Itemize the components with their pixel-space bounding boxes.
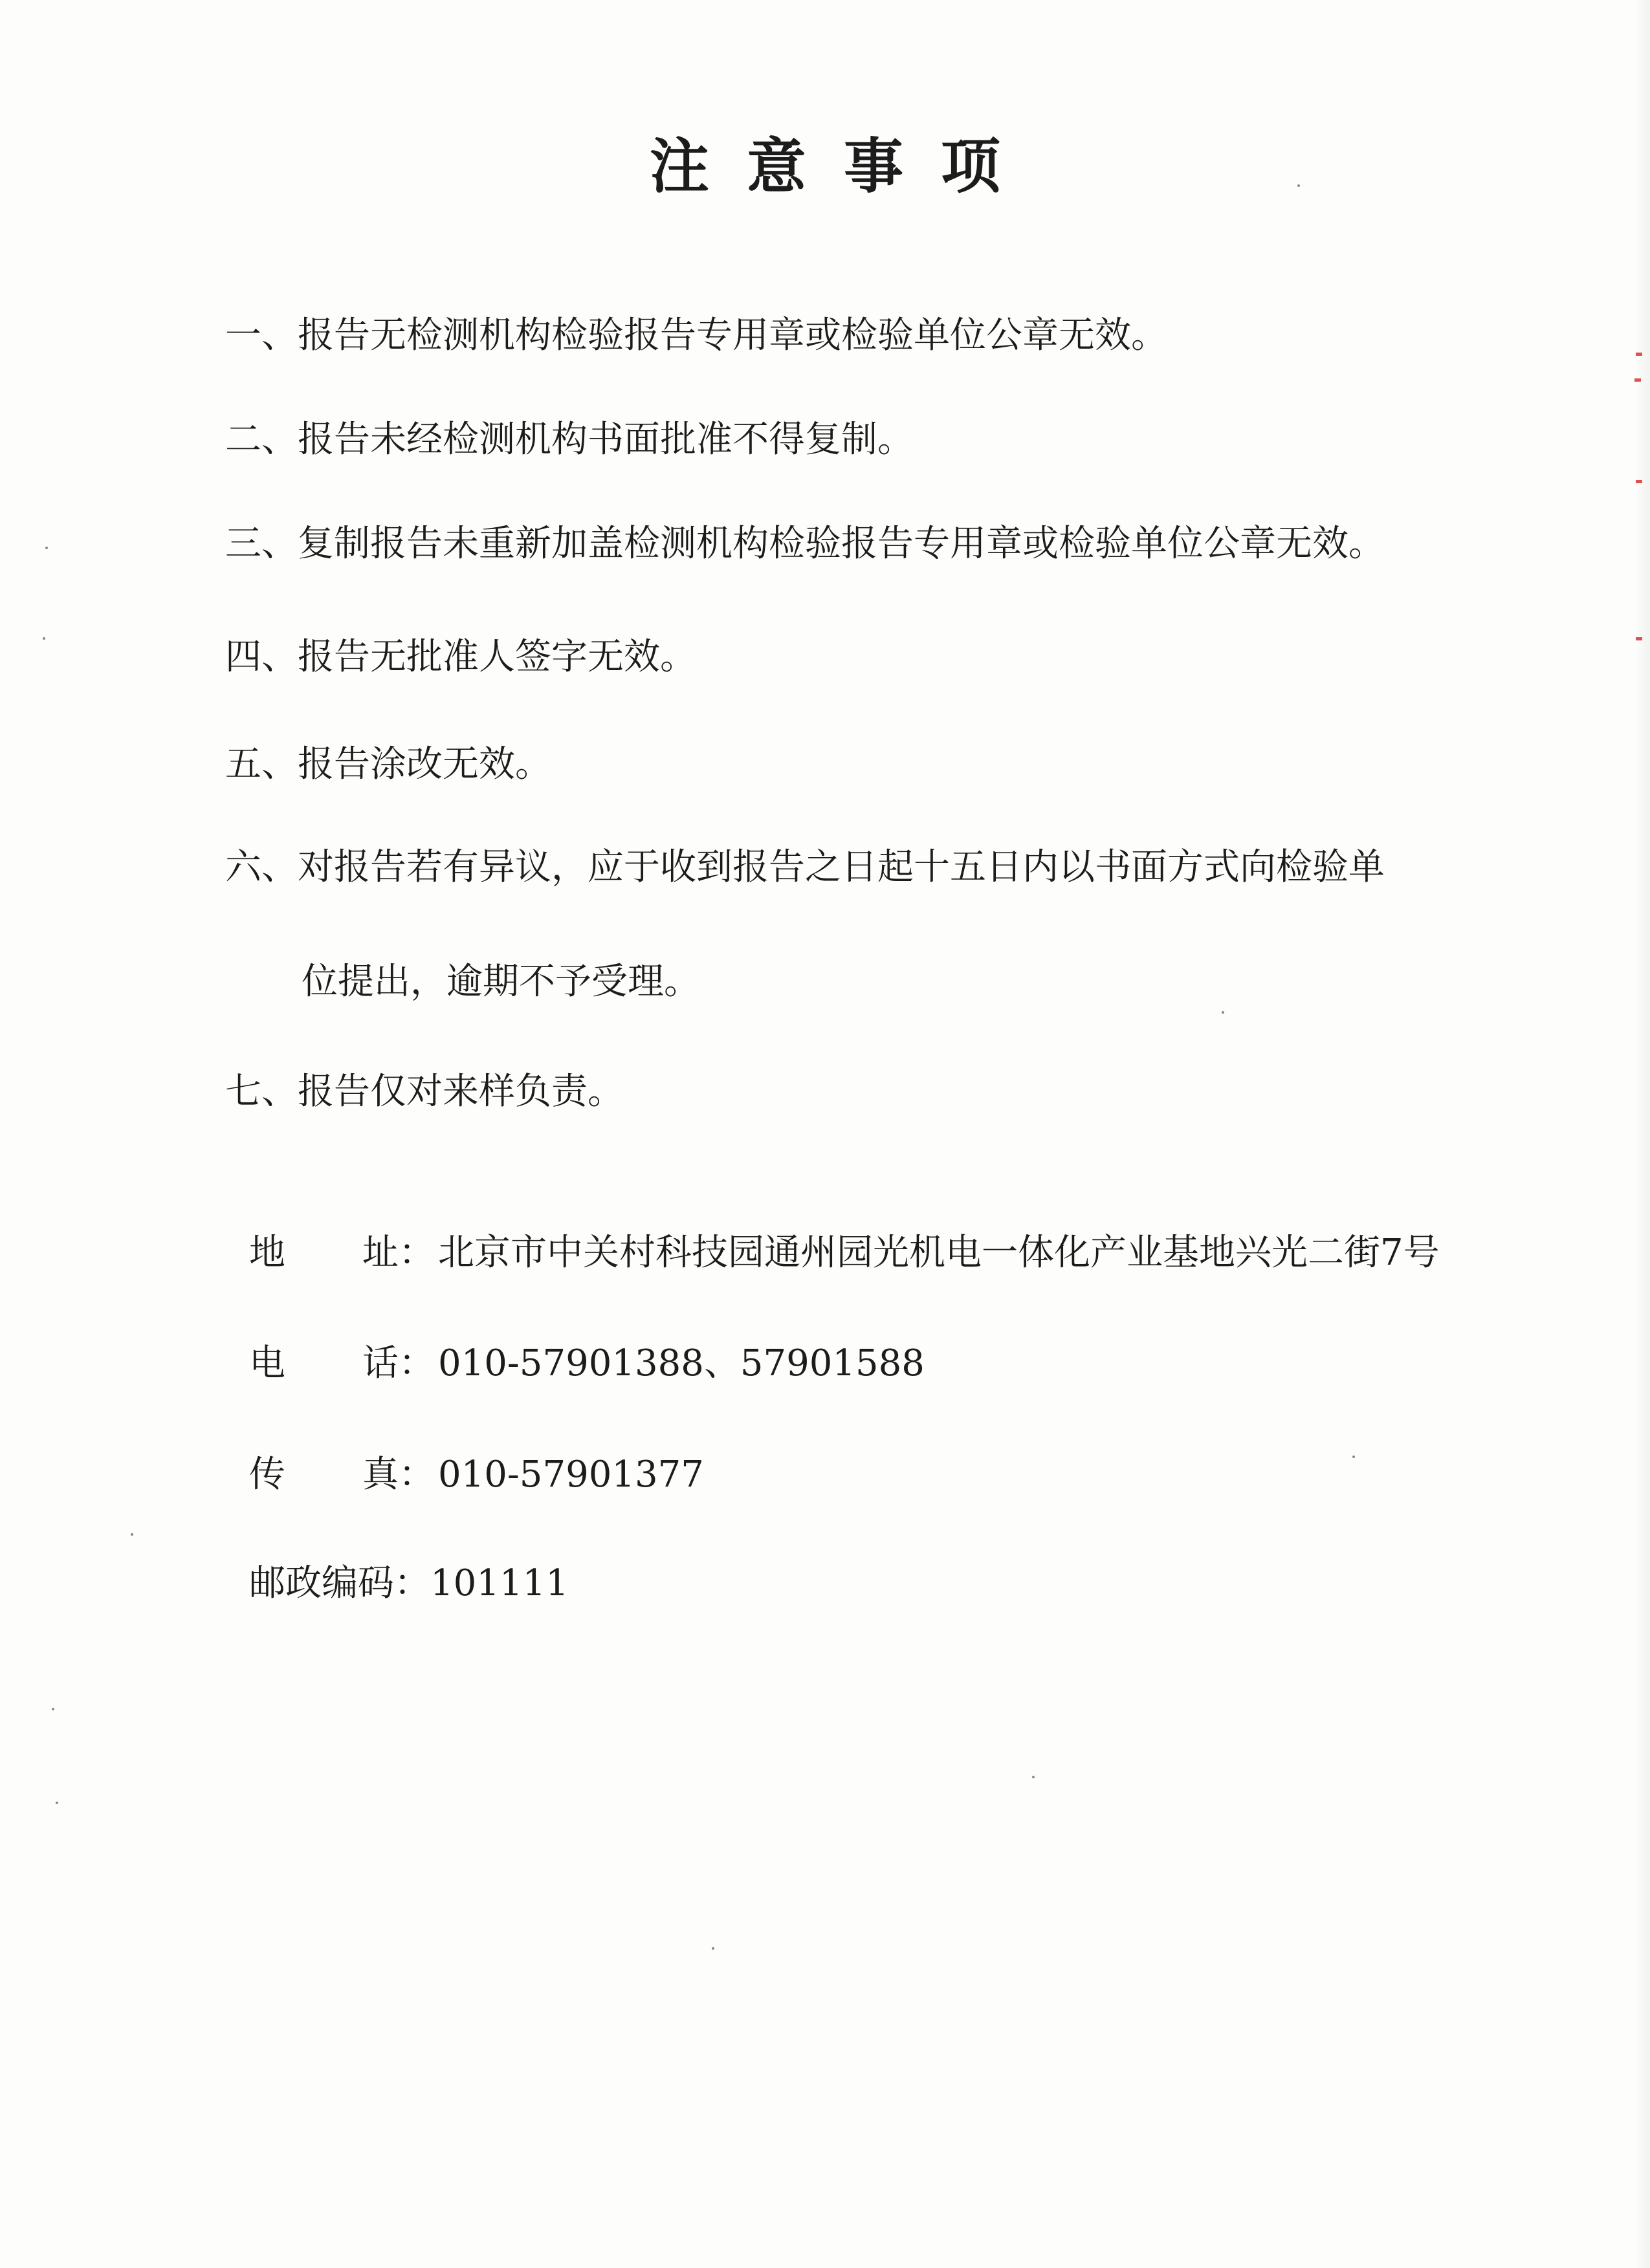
contact-address (249, 1232, 1440, 1274)
scan-speck (1032, 1776, 1035, 1778)
label-char: 地 (249, 1232, 285, 1274)
item-number: 六、 (225, 846, 298, 888)
fax-value: 010-57901377 (438, 1454, 704, 1496)
scan-speck (712, 1947, 714, 1950)
scan-speck (1297, 184, 1300, 187)
label-char: 传 (249, 1454, 285, 1496)
phone-label (249, 1342, 438, 1384)
item-number: 三、 (225, 523, 298, 565)
postcode-label: 邮政编码： (249, 1562, 430, 1604)
notice-item-2 (225, 419, 914, 461)
scan-speck (43, 637, 45, 640)
item-text: 报告涂改无效。 (298, 743, 551, 785)
scan-speck (1222, 1011, 1224, 1014)
label-char: 真： (362, 1454, 435, 1496)
item-number: 七、 (225, 1071, 298, 1113)
scan-edge-shadow (1636, 0, 1650, 2268)
scan-speck (52, 1708, 54, 1710)
scan-mark (1636, 480, 1642, 483)
label-char: 话： (362, 1342, 435, 1384)
fax-label (249, 1454, 438, 1496)
item-number: 五、 (225, 743, 298, 785)
item-number: 二、 (225, 419, 298, 461)
scan-mark (1636, 353, 1642, 356)
notice-item-6 (225, 846, 1385, 888)
contact-fax (249, 1454, 704, 1496)
item-text: 对报告若有异议，应于收到报告之日起十五日内以书面方式向检验单 (298, 846, 1385, 888)
notice-item-1 (225, 314, 1167, 356)
contact-phone (249, 1342, 925, 1384)
notice-item-5 (225, 743, 551, 785)
scan-mark (1636, 637, 1642, 640)
scan-speck (131, 1533, 133, 1536)
item-text: 位提出，逾期不予受理。 (302, 961, 700, 1003)
item-text: 复制报告未重新加盖检测机构检验报告专用章或检验单位公章无效。 (298, 523, 1385, 565)
notice-item-7 (225, 1071, 624, 1113)
label-char: 址： (362, 1232, 435, 1274)
item-text: 报告仅对来样负责。 (298, 1071, 624, 1113)
item-text: 报告无批准人签字无效。 (298, 636, 696, 678)
scan-mark (1634, 378, 1641, 382)
page-title: 注意事项 (649, 132, 1038, 201)
scan-speck (56, 1802, 58, 1804)
item-number: 四、 (225, 636, 298, 678)
notice-item-3 (225, 523, 1385, 565)
item-number: 一、 (225, 314, 298, 356)
label-char: 电 (249, 1342, 285, 1384)
contact-postcode (249, 1562, 569, 1604)
item-text: 报告未经检测机构书面批准不得复制。 (298, 419, 914, 461)
item-text: 报告无检测机构检验报告专用章或检验单位公章无效。 (298, 314, 1167, 356)
notice-item-6-continued (302, 961, 700, 1003)
scan-speck (45, 547, 48, 549)
address-label (249, 1232, 438, 1274)
scan-speck (1352, 1456, 1355, 1458)
address-value: 北京市中关村科技园通州园光机电一体化产业基地兴光二街7号 (438, 1232, 1440, 1274)
notice-item-4 (225, 636, 696, 678)
phone-value: 010-57901388、57901588 (438, 1342, 925, 1384)
postcode-value: 101111 (430, 1562, 569, 1604)
